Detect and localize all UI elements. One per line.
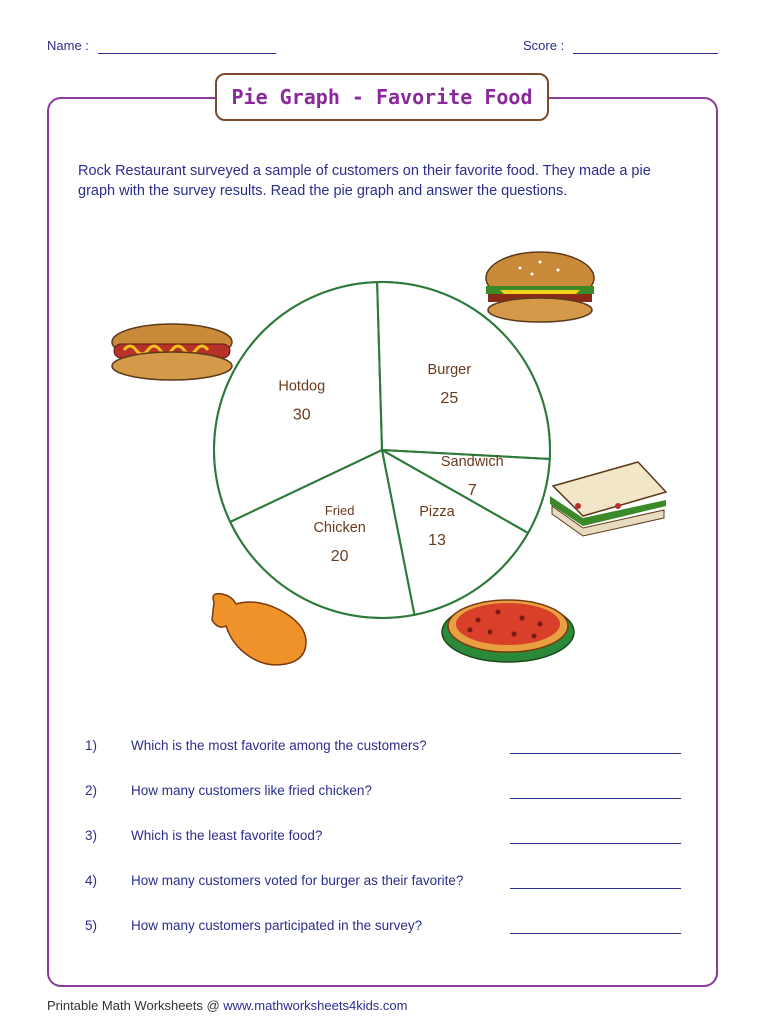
question-text: How many customers participated in the survey? <box>131 918 423 933</box>
question-number: 4) <box>85 873 98 888</box>
pie-value-hotdog: 30 <box>292 406 311 424</box>
fried-chicken-icon <box>212 594 306 665</box>
question-text: Which is the most favorite among the customers? <box>131 738 427 753</box>
burger-icon <box>486 252 594 322</box>
answer-line[interactable] <box>510 933 681 934</box>
footer <box>47 998 407 1013</box>
question-text: How many customers like fried chicken? <box>131 783 372 798</box>
question-text: Which is the least favorite food? <box>131 828 323 843</box>
question-text: How many customers voted for burger as their favorite? <box>131 873 464 888</box>
sandwich-icon <box>550 462 666 536</box>
question-number: 5) <box>85 918 98 933</box>
footer-url[interactable]: www.mathworksheets4kids.com <box>223 998 408 1013</box>
pizza-icon <box>442 600 574 662</box>
pie-value-burger: 25 <box>440 389 459 407</box>
answer-line[interactable] <box>510 888 681 889</box>
pie-label-sandwich: Sandwich <box>440 453 504 470</box>
pie-label-burger: Burger <box>427 361 472 378</box>
pie-label-fried-chicken-1: Chicken <box>313 520 366 537</box>
pie-label-hotdog: Hotdog <box>278 378 326 395</box>
score-label: Score : <box>523 38 565 53</box>
answer-line[interactable] <box>510 798 681 799</box>
hotdog-icon <box>112 324 232 380</box>
pie-value-pizza: 13 <box>428 531 446 549</box>
question-number: 1) <box>85 738 98 753</box>
answer-line[interactable] <box>510 753 681 754</box>
name-label: Name : <box>47 38 89 53</box>
pie-chart <box>214 282 550 618</box>
pie-value-fried-chicken: 20 <box>330 548 349 566</box>
intro-text: Rock Restaurant surveyed a sample of customers on their favorite food. They made a pie graph with the survey results. Read the pie graph and answer the questions. <box>78 163 651 199</box>
pie-label-pizza: Pizza <box>419 503 455 520</box>
footer-prefix: Printable Math Worksheets @ <box>47 998 224 1013</box>
worksheet-title: Pie Graph - Favorite Food <box>215 73 549 121</box>
question-number: 2) <box>85 783 98 798</box>
question-number: 3) <box>85 828 98 843</box>
answer-line[interactable] <box>510 843 681 844</box>
pie-label-fried-chicken-0: Fried <box>324 503 355 519</box>
pie-value-sandwich: 7 <box>467 481 477 499</box>
